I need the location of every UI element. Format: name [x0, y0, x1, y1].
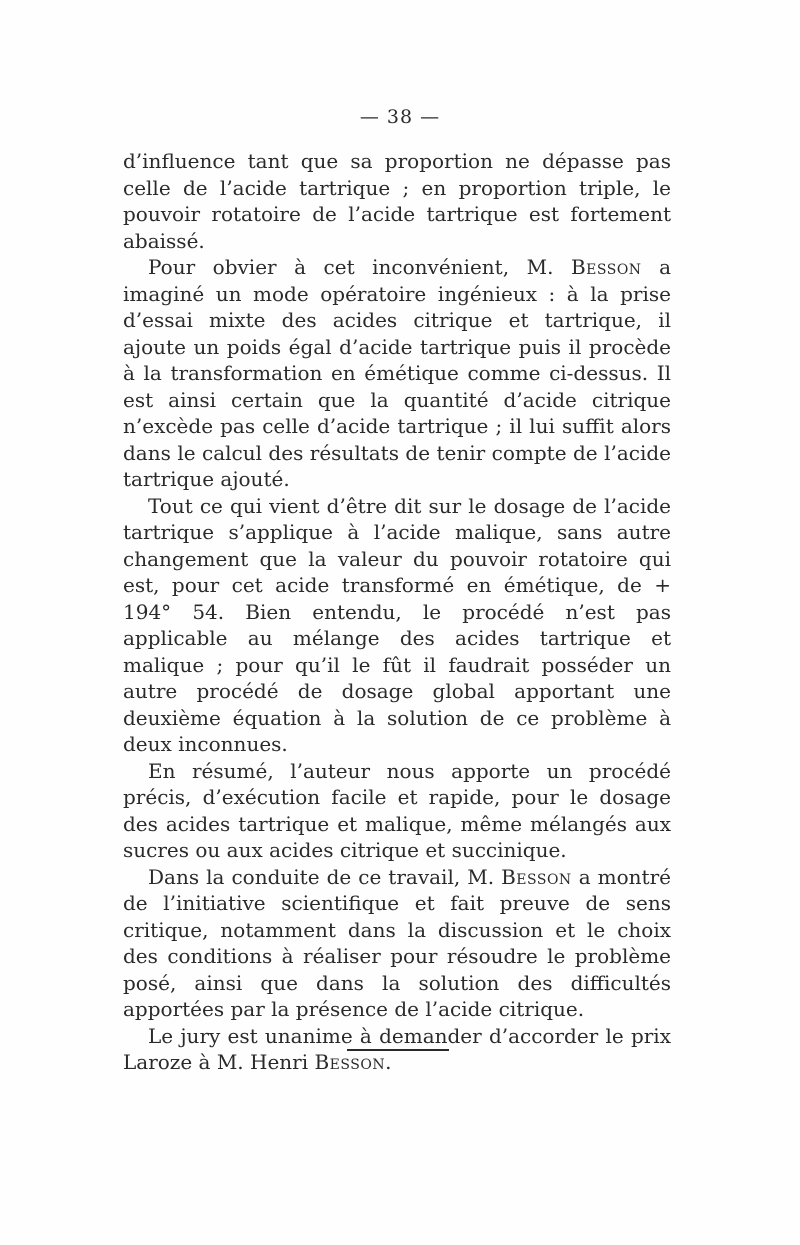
body-text	[123, 148, 671, 1076]
paragraph-5-text-b: a montré de l’initiative scientifique et fait preuve de sens critique, notamment dans la discussion et le choix des conditions à réaliser pour résoudre le problème posé, ainsi que dans la solution des difficultés apportées par la présence de l’acide citrique.	[123, 864, 671, 1021]
paragraph-2-text-a: Pour obvier à cet inconvénient, M.	[148, 255, 571, 279]
page-number: — 38 —	[359, 106, 441, 128]
paragraph-6-text-a: Le jury est unanime à demander d’accorder le prix Laroze à M. Henri	[123, 1023, 671, 1074]
paragraph-2	[123, 254, 671, 493]
paragraph-4-text: En résumé, l’auteur nous apporte un procédé précis, d’exécution facile et rapide, pour le dosage des acides tartrique et malique, même mélangés aux sucres ou aux acides citrique et succinique.	[123, 758, 671, 862]
paragraph-3-text: Tout ce qui vient d’être dit sur le dosage de l’acide tartrique s’applique à l’acide malique, sans autre changement que la valeur du pouvoir rotatoire qui est, pour cet acide transformé en émétique, de + 194° 54. Bien entendu, le procédé n’est pas applicable au mélange des acides tartrique et malique ; pour qu’il le fût il faudrait posséder un autre procédé de dosage global apportant une deuxième équation à la solution de ce problème à deux inconnues.	[123, 493, 671, 756]
paragraph-3	[123, 493, 671, 758]
author-name: Besson	[570, 255, 642, 279]
paragraph-1	[123, 148, 671, 254]
paragraph-4	[123, 758, 671, 864]
paragraph-2-text-b: a imaginé un mode opératoire ingénieux : à la prise d’essai mixte des acides citrique et tartrique, il ajoute un poids égal d’acide tartrique puis il procède à la transformation en émétique comme ci-dessus. Il est ainsi certain que la quantité d’acide citrique n’excède pas celle d’acide tartrique ; il lui suffit alors dans le calcul des résultats de tenir compte de l’acide tartrique ajouté.	[123, 255, 672, 491]
paragraph-5-text-a: Dans la conduite de ce travail, M.	[148, 864, 502, 889]
author-name: Besson	[314, 1050, 386, 1074]
paragraph-1-text: d’influence tant que sa proportion ne dépasse pas celle de l’acide tartrique ; en proportion triple, le pouvoir rotatoire de l’acide tartrique est fortement abaissé.	[123, 149, 671, 253]
paragraph-5	[123, 864, 671, 1023]
end-rule	[347, 1049, 449, 1051]
author-name: Besson	[501, 864, 572, 889]
paragraph-6-text-b: .	[385, 1050, 392, 1074]
